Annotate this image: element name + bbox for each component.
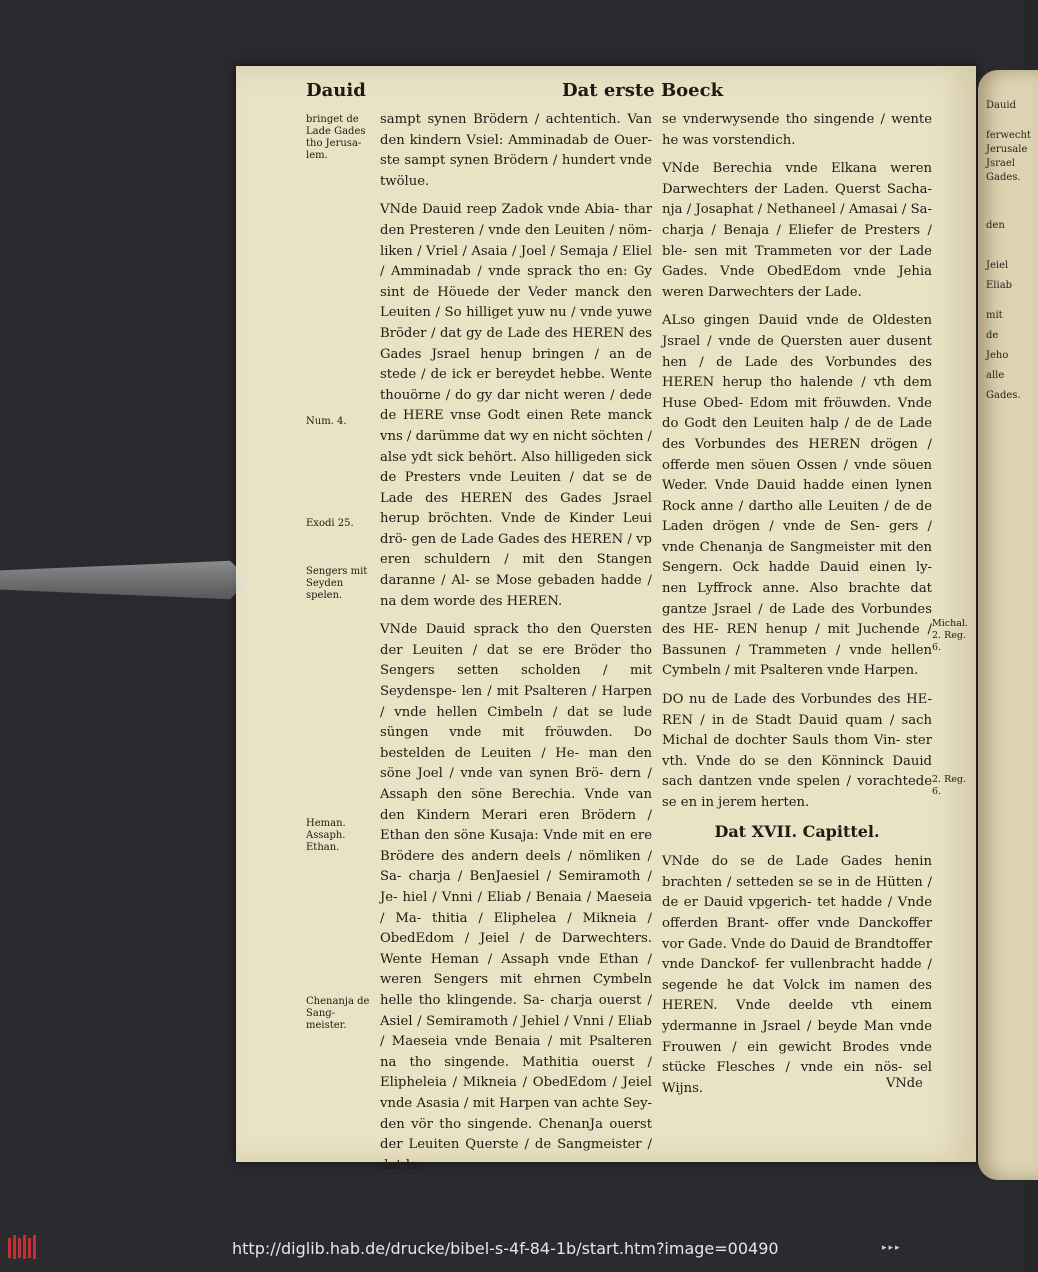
page-navigation-controls[interactable]: ▸▸▸ [882,1243,902,1253]
margin-note: Heman. Assaph. Ethan. [306,818,346,853]
page-fragment: ferwecht [986,130,1031,141]
text-column-left [380,110,652,1184]
page-fragment: de [986,330,999,341]
paragraph: ALso gingen Dauid vnde de Oldesten Jsrael / vnde de Quersten auer dusent hen / de Lade des Vorbundes des HEREN herup tho halende / vth dem Huse Obed- Edom mit fröuwden. Vnde do Godt den Leuiten halp / de de Lade des Vorbundes des HEREN drögen / offerde men söuen Ossen / vnde söuen Weder. Vnde Dauid hadde einen lynen Rock anne / dartho alle Leuiten / de de Laden drögen / vnde de Sen- gers / vnde Chenanja de Sangmeister mit den Sengern. Ock hadde Dauid einen ly- nen Lyffrock anne. Also brachte dat gantze Jsrael / de Lade des Vorbundes des HE- REN henup / mit Juchende / Bassunen / Trammeten / vnde hellen Cymbeln / mit Psalteren vnde Harpen. [662,313,932,679]
chapter-heading: Dat XVII. Capittel. [714,821,880,841]
paragraph: VNde do se de Lade Gades henin brachten / setteden se se in de Hütten / de er Dauid vpgerich- tet hadde / Vnde offerden Brant- offer vnde Danckoffer vor Gade. Vnde do Dauid de Brandtoffer vnde Danckof- fer vullenbracht hadde / segende he dat Volck im namen des HEREN. Vnde deelde vth einem ydermanne in Jsrael / beyde Man vnde Frouwen / ein gewicht Brodes vnde stücke Flesches / vnde ein nös- sel Wijns. [662,854,932,1096]
page-url-link[interactable]: http://diglib.hab.de/drucke/bibel-s-4f-84-1b/start.htm?image=00490 [232,1239,779,1258]
margin-note: Num. 4. [306,416,347,427]
bookmark-ribbon [0,556,250,604]
catchword: VNde [886,1076,923,1091]
paragraph: VNde Dauid sprack tho den Quersten der Leuiten / dat se ere Bröder tho Sengers setten scholden / mit Seydenspe- len / mit Psalteren / Harpen / vnde hellen Cimbeln / dat se lude süngen vnde mit fröuwden. Do bestelden de Leuiten / He- man den söne Joel / vnde van synen Brö- dern / Assaph den söne Berechia. Vnde van den Kindern Merari eren Brödern / Ethan den söne Kusaja: Vnde mit en ere Brödere des andern deels / nömliken / Sa- charja / BenJaesiel / Semiramoth / Je- hiel / Vnni / Eliab / Benaia / Maeseia / Ma- thitia / Eliphelea / Mikneia / ObedEdom / Jeiel / de Darwechters. Wente Heman / Assaph vnde Ethan / weren Sengers mit ehrnen Cymbeln helle tho klingende. Sa- charja ouerst / Asiel / Semiramoth / Jehiel / Vnni / Eliab / Maeseia vnde Benaia / mit Psalteren na tho singende. Mathitia ouerst / Elipheleia / Mikneia / ObedEdom / Jeiel vnde Asasia / mit Harpen van achte Sey- den vör tho singende. ChenanJa ouerst der Leuiten Querste / de Sangmeister / dat he [380,622,652,1173]
paragraph: DO nu de Lade des Vorbundes des HE- REN / in de Stadt Dauid quam / sach Michal de dochter Sauls thom Vin- ster vth. Vnde do se den Könninck Dauid sach dantzen vnde spelen / vorachtede se en in jerem herten. [662,692,932,810]
paragraph: VNde Dauid reep Zadok vnde Abia- thar den Presteren / vnde den Leuiten / nöm- liken / Vriel / Asaia / Joel / Semaja / Eliel / Amminadab / vnde sprack tho en: Gy sint de Höuede der Veder manck den Leuiten / So hilliget yuw nu / vnde yuwe Bröder / dat gy de Lade des HEREN des Gades Jsrael henup bringen / an de stede / de ick er bereydet hebbe. Wente thouörne / do gy dar nicht weren / dede de HERE vnse Godt einen Rete manck vns / darümme dat wy en nicht söchten / alse ydt sick behört. Also hilligeden sick de Presters vnde Leuiten / dat se de Lade des HEREN des Gades Jsrael herup bröchten. Vnde de Kinder Leui drö- gen de Lade Gades des HEREN / vp eren schuldern / mit den Stangen daranne / Al- se Mose gebaden hadde / na dem worde des HEREN. [380,202,652,609]
margin-note: bringet de Lade Gades tho Jerusa- lem. [306,114,366,161]
page-fragment: Jeiel [986,260,1009,271]
margin-note: Sengers mit Seyden spelen. [306,566,368,601]
page-fragment: Dauid [986,100,1017,111]
running-header-title: Dat erste Boeck [562,80,724,101]
running-header-left: Dauid [306,80,366,101]
page-fragment: Gades. [986,390,1021,401]
page-fragment: Eliab [986,280,1013,291]
margin-note: Exodi 25. [306,518,354,529]
page-fragment: Jerusale [986,144,1028,155]
paragraph: sampt synen Brödern / achtentich. Van den kindern Vsiel: Amminadab de Ouer- ste sampt synen Brödern / hundert vnde twölue. [380,112,652,189]
page-fragment: Jeho [986,350,1009,361]
next-page-edge [978,70,1038,1180]
page-fragment: mit [986,310,1003,321]
margin-note: 2. Reg. 6. [932,774,966,797]
page-fragment: Gades. [986,172,1021,183]
page-fragment: den [986,220,1005,231]
viewer-footer [0,1222,1024,1272]
paragraph: se vnderwysende tho singende / wente he was vorstendich. [662,112,932,148]
paragraph: VNde Berechia vnde Elkana weren Darwechters der Laden. Querst Sacha- nja / Josaphat / Nethaneel / Amasai / Sa- charja / Benaja / Eliefer de Presters / ble- sen mit Trammeten vor der Lade Gades. Vnde ObedEdom vnde Jehia weren Darwechters der Lade. [662,161,932,300]
text-column-right [662,110,932,1107]
book-page [236,66,976,1173]
page-fragment: Jsrael [986,158,1015,169]
margin-note: Chenanja de Sang- meister. [306,996,370,1031]
page-fragment: alle [986,370,1005,381]
library-logo-icon[interactable] [6,1232,40,1262]
margin-note: Michal. 2. Reg. 6. [932,618,968,653]
